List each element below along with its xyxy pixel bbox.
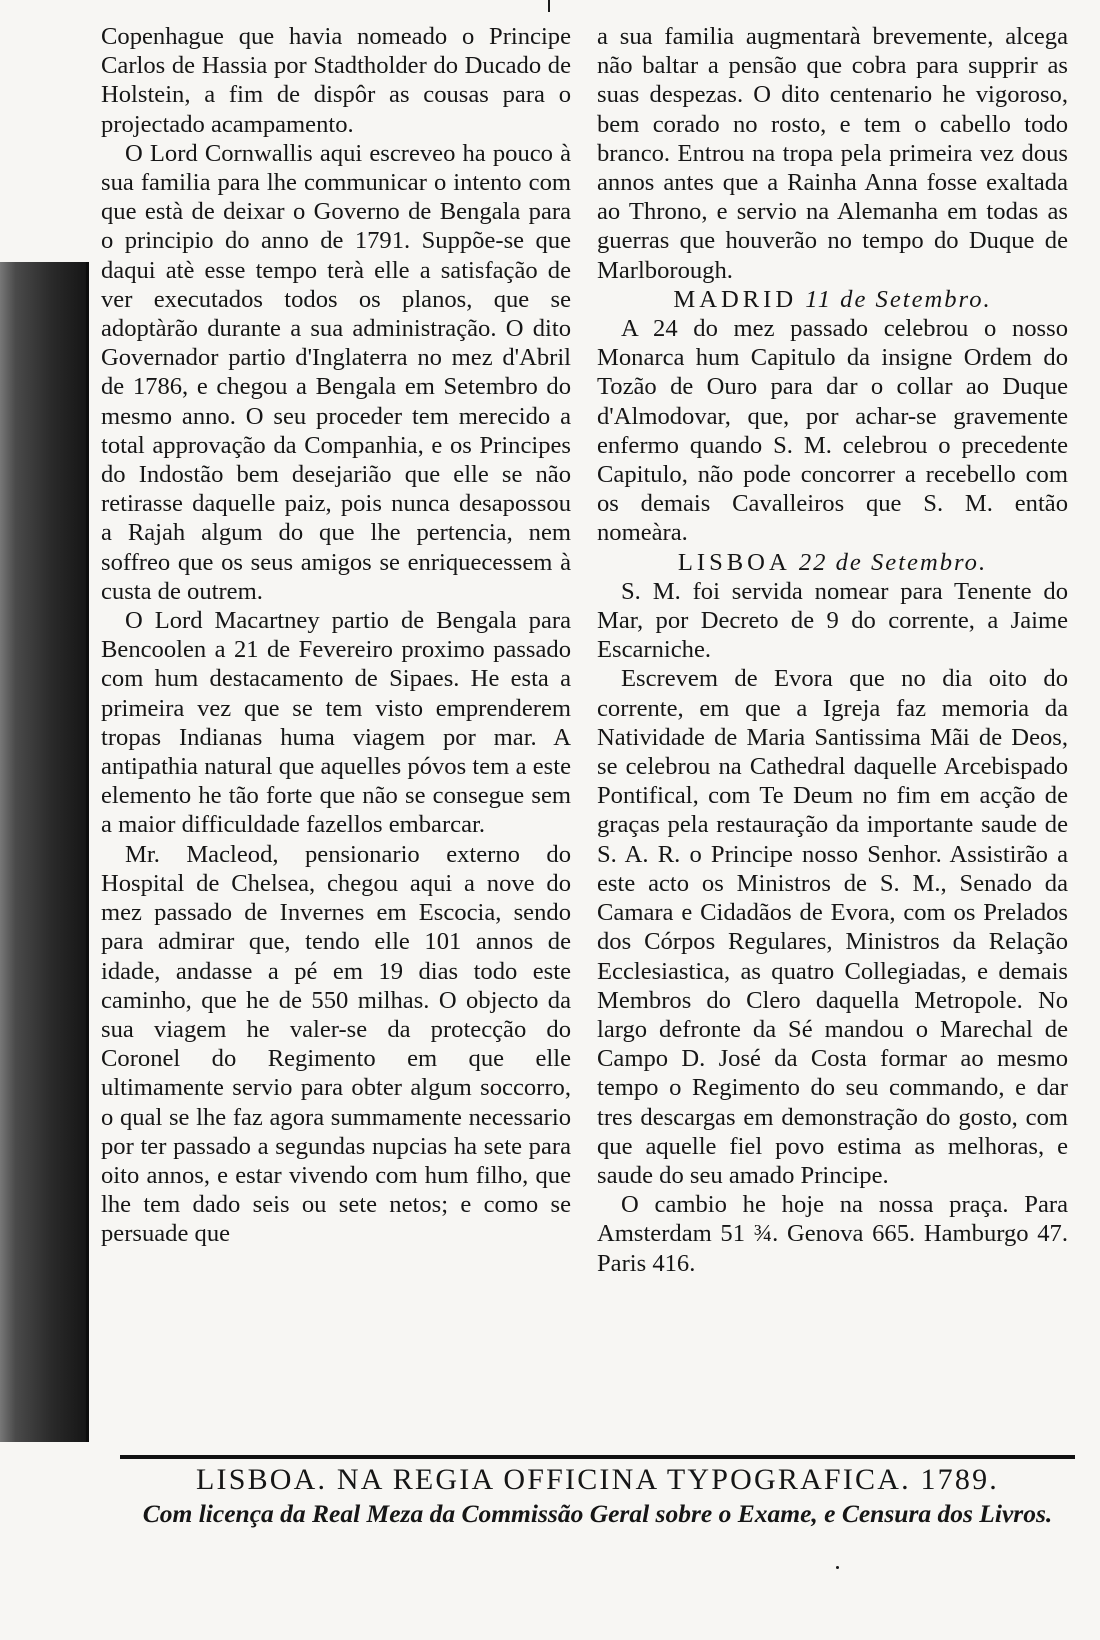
paragraph-tenente-do-mar: S. M. foi servida nomear para Tenente do Mar, por Decreto de 9 do corrente, a Jaime Escarniche. <box>597 577 1068 664</box>
scan-page-edge <box>0 262 89 1442</box>
paragraph-macleod: Mr. Macleod, pensionario externo do Hospital de Chelsea, chegou aqui a nove do mez passado de Invernes em Escocia, sendo para admirar que, tendo elle 101 annos de idade, andasse a pé em 19 dias todo este caminho, que he de 550 milhas. O objecto da sua viagem he valer-se da protecção do Coronel do Regimento em que elle ultimamente servio para obter algum soccorro, o qual se lhe faz agora summamente necessario por ter passado a segundas nupcias ha sete para oito annos, e estar vivendo com hum filho, que lhe tem dado seis ou sete netos; e como se persuade que <box>101 840 571 1248</box>
paragraph-evora: Escrevem de Evora que no dia oito do corrente, em que a Igreja faz memoria da Natividade de Maria Santissima Mãi de Deos, se celebrou na Cathedral daquelle Arcebispado Pontifical, com Te Deum no fim em acção de graças pela restauração da importante saude de S. A. R. o Principe nosso Senhor. Assistirão a este acto os Ministros de S. M., Senado da Camara e Cidadãos de Evora, com os Prelados dos Córpos Regulares, Ministros da Relação Ecclesiastica, as quatro Collegiadas, e demais Membros do Clero daquella Metropole. No largo defronte da Sé mandou o Marechal de Campo D. José da Costa formar ao mesmo tempo o Regimento do seu commando, e dar tres descargas em demonstração do gosto, com que aquelle fiel povo estima as melhoras, e saude do seu amado Principe. <box>597 665 1068 1189</box>
paragraph-copenhague: Copenhague que havia nomeado o Principe Carlos de Hassia por Stadtholder do Ducado de Holstein, a fim de dispôr as cousas para o projectado acampamento. <box>101 23 571 138</box>
dateline-place: LISBOA <box>677 548 791 576</box>
dateline-place: MADRID <box>673 285 798 313</box>
printer-imprint: LISBOA. NA REGIA OFFICINA TYPOGRAFICA. 1789. <box>195 1463 999 1496</box>
scan-speck <box>836 1566 839 1569</box>
paragraph-cambio: O cambio he hoje na nossa praça. Para Amsterdam 51 ¾. Genova 665. Hamburgo 47. Paris 416. <box>597 1191 1068 1277</box>
dateline-lisboa <box>597 548 1068 577</box>
paragraph-tozao-de-ouro: A 24 do mez passado celebrou o nosso Monarca hum Capitulo da insigne Ordem do Tozão de Ouro para dar o collar ao Duque d'Almodovar, que, por achar-se gravemente enfermo quando S. M. celebrou o precedente Capitulo, não pode concorrer a recebello com os demais Cavalleiros que S. M. então nomeàra. <box>597 315 1068 547</box>
dateline-madrid <box>597 285 1068 314</box>
left-column <box>101 22 571 1249</box>
scan-mark-top <box>548 0 550 12</box>
paragraph-macleod-continued: a sua familia augmentarà brevemente, alcega não baltar a pensão que cobra para supprir as suas despezas. O dito centenario he vigoroso, bem corado no rosto, e tem o cabello todo branco. Entrou na tropa pela primeira vez dous annos antes que a Rainha Anna fosse exaltada ao Throno, e servio na Alemanha em todas as guerras que houverão no tempo do Duque de Marlborough. <box>597 23 1068 284</box>
censorship-licence: Com licença da Real Meza da Commissão Geral sobre o Exame, e Censura dos Livros. <box>142 1499 1053 1528</box>
paragraph-cornwallis: O Lord Cornwallis aqui escreveo ha pouco à sua familia para lhe communicar o intento com que està de deixar o Governo de Bengala para o principio do anno de 1791. Suppõe-se que daqui atè esse tempo terà elle a satisfação de ver executados todos os planos, que se adoptàrão durante a sua administração. O dito Governador partio d'Inglaterra no mez d'Abril de 1786, e chegou a Bengala em Setembro do mesmo anno. O seu proceder tem merecido a total approvação da Companhia, e os Principes do Indostão bem desejarião que elle se não retirasse daquelle paiz, pois nunca desapossou a Rajah algum do que lhe pertencia, nem soffreo que os seus amigos se enriquecessem à custa de outrem. <box>101 139 571 605</box>
dateline-date: 22 de Setembro. <box>798 548 988 576</box>
dateline-date: 11 de Setembro. <box>805 285 992 313</box>
paragraph-macartney: O Lord Macartney partio de Bengala para Bencoolen a 21 de Fevereiro proximo passado com hum destacamento de Sipaes. He esta a primeira vez que se tem visto emprenderem tropas Indianas huma viagem por mar. A antipathia natural que aquelles póvos tem a este elemento he tão forte que não se consegue sem a maior difficuldade fazellos embarcar. <box>101 607 571 839</box>
right-column <box>597 22 1068 1278</box>
footer-rule <box>120 1455 1075 1459</box>
